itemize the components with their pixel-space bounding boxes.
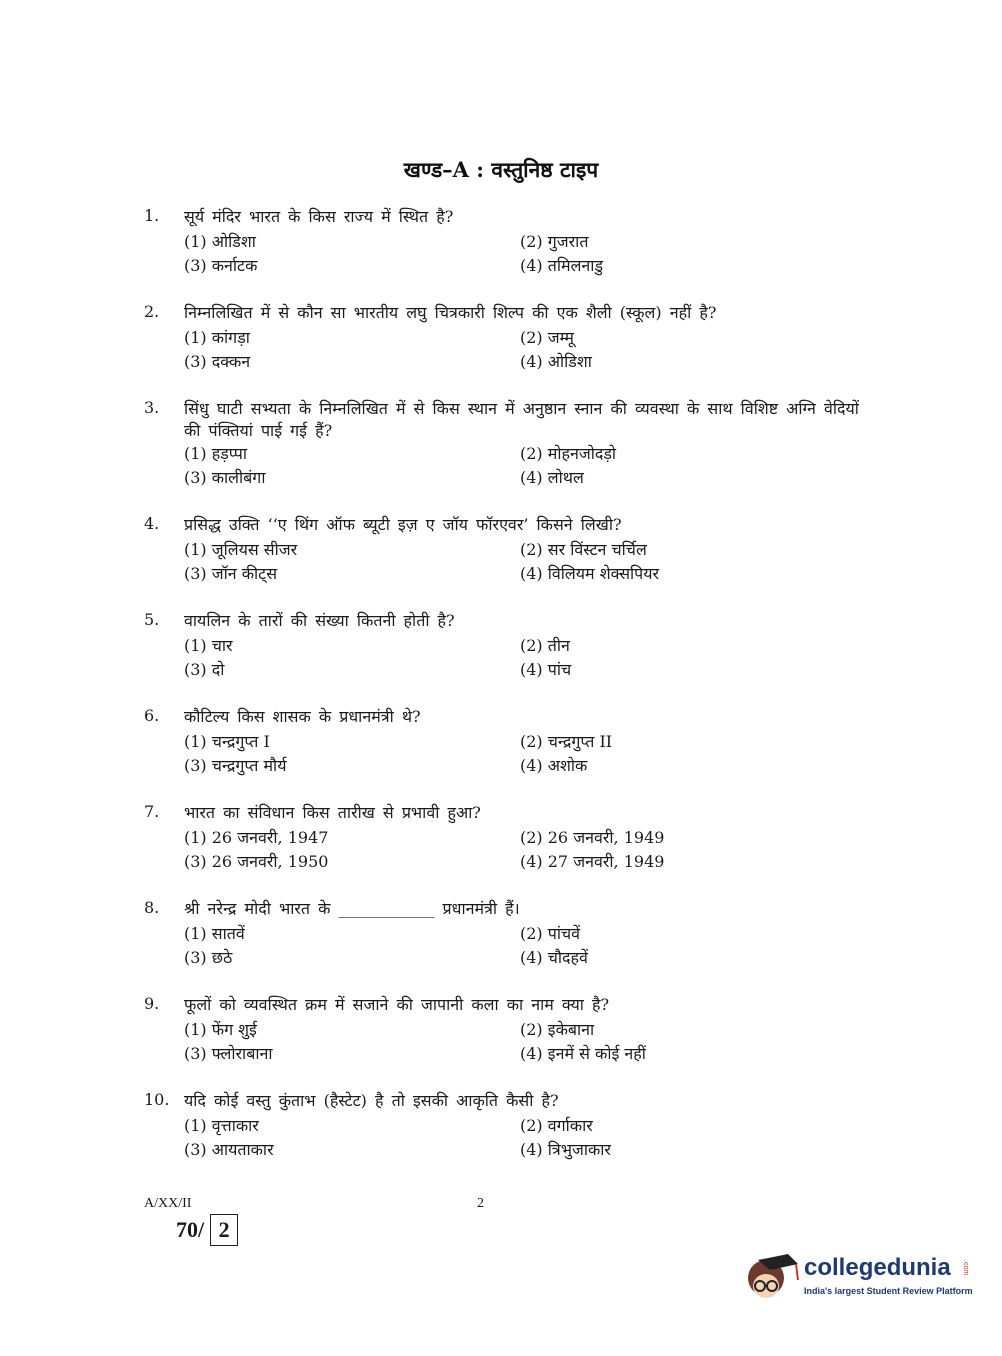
question-text: भारत का संविधान किस तारीख से प्रभावी हुआ? — [184, 803, 481, 822]
option-4: (4) 27 जनवरी, 1949 — [520, 852, 665, 871]
option-4: (4) ओडिशा — [520, 352, 592, 371]
option-4: (4) तमिलनाडु — [520, 256, 604, 275]
option-4: (4) अशोक — [520, 756, 588, 775]
question-number: 8. — [144, 898, 160, 917]
footer-code: A/XX/II — [144, 1196, 192, 1211]
question-number: 4. — [144, 514, 160, 533]
option-3: (3) चन्द्रगुप्त मौर्य — [184, 756, 287, 775]
option-1: (1) कांगड़ा — [184, 328, 250, 347]
option-4: (4) त्रिभुजाकार — [520, 1140, 611, 1159]
option-3: (3) कर्नाटक — [184, 256, 258, 275]
option-2: (2) तीन — [520, 636, 570, 655]
question-number: 9. — [144, 994, 160, 1013]
option-4: (4) चौदहवें — [520, 948, 588, 967]
paper-code — [176, 1214, 238, 1246]
mascot-icon — [742, 1250, 802, 1310]
question-number: 3. — [144, 398, 160, 417]
question-text: सिंधु घाटी सभ्यता के निम्नलिखित में से किस स्थान में अनुष्ठान स्नान की व्यवस्था के साथ विशिष्ट अग्नि वेदियों की पंक्तियां पाई गई हैं? — [184, 399, 859, 440]
question-number: 10. — [144, 1090, 170, 1109]
option-3: (3) आयताकार — [184, 1140, 274, 1159]
question-text: प्रसिद्ध उक्ति ‘‘ए थिंग ऑफ ब्यूटी इज़ ए जॉय फॉरएवर’ किसने लिखी? — [184, 515, 622, 534]
option-1: (1) चन्द्रगुप्त I — [184, 732, 270, 751]
option-3: (3) कालीबंगा — [184, 468, 266, 487]
paper-code-box: 2 — [210, 1214, 238, 1246]
option-2: (2) 26 जनवरी, 1949 — [520, 828, 665, 847]
option-2: (2) मोहनजोदड़ो — [520, 444, 617, 463]
option-1: (1) चार — [184, 636, 233, 655]
option-1: (1) सातवें — [184, 924, 245, 943]
option-1: (1) फेंग शुई — [184, 1020, 257, 1039]
question-number: 5. — [144, 610, 160, 629]
option-4: (4) पांच — [520, 660, 572, 679]
option-4: (4) इनमें से कोई नहीं — [520, 1044, 646, 1063]
option-3: (3) दो — [184, 660, 225, 679]
option-3: (3) फ्लोराबाना — [184, 1044, 273, 1063]
option-1: (1) ओडिशा — [184, 232, 256, 251]
section-title: खण्ड–A : वस्तुनिष्ठ टाइप — [403, 157, 599, 182]
question-text: निम्नलिखित में से कौन सा भारतीय लघु चित्रकारी शिल्प की एक शैली (स्कूल) नहीं है? — [184, 303, 717, 322]
option-1: (1) जूलियस सीजर — [184, 540, 298, 559]
question-number: 6. — [144, 706, 160, 725]
question-text: सूर्य मंदिर भारत के किस राज्य में स्थित है? — [184, 207, 454, 226]
question-text: कौटिल्य किस शासक के प्रधानमंत्री थे? — [184, 707, 421, 726]
option-2: (2) पांचवें — [520, 924, 581, 943]
option-2: (2) गुजरात — [520, 232, 589, 251]
logo-name: collegedunia — [804, 1254, 951, 1281]
question-number: 7. — [144, 802, 160, 821]
option-2: (2) वर्गाकार — [520, 1116, 593, 1135]
logo-tagline: India's largest Student Review Platform — [804, 1286, 973, 1296]
option-1: (1) हड़प्पा — [184, 444, 247, 463]
question-text: यदि कोई वस्तु कुंताभ (हैस्टेट) है तो इसकी आकृति कैसी है? — [184, 1091, 559, 1110]
paper-code-prefix: 70/ — [176, 1217, 205, 1242]
option-4: (4) लोथल — [520, 468, 584, 487]
question-number: 1. — [144, 206, 160, 225]
question-text: श्री नरेन्द्र मोदी भारत के ____________ प्रधानमंत्री हैं। — [184, 899, 520, 918]
option-3: (3) दक्कन — [184, 352, 251, 371]
option-1: (1) वृत्ताकार — [184, 1116, 259, 1135]
option-3: (3) छठे — [184, 948, 233, 967]
question-text: वायलिन के तारों की संख्या कितनी होती है? — [184, 611, 455, 630]
option-2: (2) जम्मू — [520, 328, 574, 347]
option-1: (1) 26 जनवरी, 1947 — [184, 828, 329, 847]
question-text: फूलों को व्यवस्थित क्रम में सजाने की जापानी कला का नाम क्या है? — [184, 995, 610, 1014]
option-4: (4) विलियम शेक्सपियर — [520, 564, 660, 583]
page-number: 2 — [477, 1196, 484, 1211]
option-3: (3) 26 जनवरी, 1950 — [184, 852, 329, 871]
option-3: (3) जॉन कीट्स — [184, 564, 278, 583]
logo-dotcom: .com — [962, 1260, 969, 1276]
option-2: (2) चन्द्रगुप्त II — [520, 732, 613, 751]
question-number: 2. — [144, 302, 160, 321]
option-2: (2) इकेबाना — [520, 1020, 595, 1039]
option-2: (2) सर विंस्टन चर्चिल — [520, 540, 647, 559]
collegedunia-logo — [742, 1250, 982, 1310]
